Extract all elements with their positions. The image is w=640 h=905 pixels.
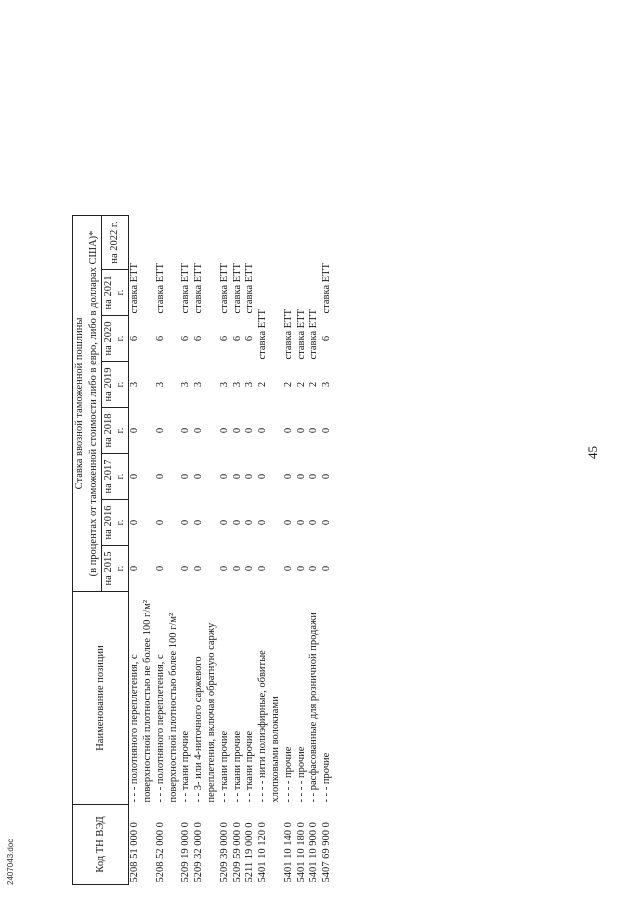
row-rate-ett: ставка ЕТТ [321, 263, 333, 314]
table-row [129, 4, 155, 884]
row-name-text: прочие [295, 746, 307, 778]
row-rate-value: 0 [231, 427, 243, 434]
row-code: 5401 10 120 0 [257, 822, 269, 883]
row-name [232, 592, 245, 805]
row-rate-value: 6 [218, 335, 230, 342]
row-dashes: - - - [129, 786, 141, 803]
header-year: на 2021 г. [102, 270, 129, 316]
row-rate-value: 3 [231, 381, 243, 388]
row-code: 5401 10 180 0 [295, 822, 307, 883]
row-dashes: - - - [321, 786, 333, 803]
row-name-text: 3- или 4-ниточного саржевого переплетения, включая обратную саржу [193, 622, 218, 803]
row-rate-value: 0 [244, 519, 256, 526]
row-rate-value: 0 [295, 519, 307, 526]
row-name [219, 592, 232, 805]
row-code: 5401 10 900 0 [308, 822, 320, 883]
row-rate-ett: ставка ЕТТ [231, 263, 243, 314]
row-rate-value: 0 [257, 565, 269, 572]
row-rate-value: 0 [231, 473, 243, 480]
row-rate-value: 0 [154, 519, 166, 526]
row-rate-value: 0 [308, 427, 320, 434]
row-name [283, 592, 296, 805]
row-rate-value: 0 [218, 519, 230, 526]
row-name [193, 592, 219, 805]
row-rate-value: 0 [231, 519, 243, 526]
table-row [180, 4, 193, 884]
row-rate-value: 0 [218, 473, 230, 480]
row-rate-value: 0 [129, 427, 141, 434]
row-dashes: - - [180, 792, 192, 803]
row-name-text: расфасованные для розничной продажи [308, 612, 320, 791]
row-rate-value: 6 [180, 335, 192, 342]
row-dashes: - - [231, 792, 243, 803]
row-rate-value: 0 [321, 473, 333, 480]
row-rate-ett: ставка ЕТТ [180, 263, 192, 314]
row-rate-ett: ставка ЕТТ [244, 263, 256, 314]
row-rate-value: 6 [154, 335, 166, 342]
row-dashes: - - - - [282, 780, 294, 803]
row-dashes: - - [218, 792, 230, 803]
row-dashes: - - [308, 792, 320, 803]
row-rate-value: 0 [282, 519, 294, 526]
row-name [296, 592, 309, 805]
row-name [308, 592, 321, 805]
row-rate-value: 0 [244, 427, 256, 434]
row-code: 5209 39 000 0 [218, 822, 230, 883]
row-rate-value: 0 [321, 427, 333, 434]
row-code: 5211 19 000 0 [244, 822, 256, 883]
row-rate-value: 6 [129, 335, 141, 342]
row-name-text: полотняного переплетения, с поверхностной плотностью не более 100 г/м² [129, 599, 154, 803]
row-rate-value: 0 [231, 565, 243, 572]
row-rate-value: 0 [321, 519, 333, 526]
row-rate-value: 0 [193, 565, 205, 572]
row-rate-value: 0 [193, 473, 205, 480]
row-rate-value: 0 [257, 473, 269, 480]
header-rate-subtitle: (в процентах от таможенной стоимости либо в евро, либо в долларах США)* [87, 215, 102, 591]
table-row [283, 4, 296, 884]
row-code: 5208 52 000 0 [154, 822, 166, 883]
row-rate-value: 0 [308, 565, 320, 572]
row-rate-value: 2 [295, 381, 307, 388]
row-rate-ett: ставка ЕТТ [129, 263, 141, 314]
row-rate-value: 6 [244, 335, 256, 342]
header-name: Наименование позиции [73, 592, 129, 805]
row-rate-value: 0 [154, 427, 166, 434]
table-body [129, 4, 334, 884]
row-rate-value: 0 [257, 427, 269, 434]
table-row [296, 4, 309, 884]
row-name-text: ткани прочие [180, 730, 192, 791]
row-rate-value: 0 [154, 473, 166, 480]
row-rate-value: 0 [129, 473, 141, 480]
header-rate-title: Ставка ввозной таможенной пошлины [73, 215, 88, 591]
table-row [257, 4, 283, 884]
row-rate-value: 0 [180, 519, 192, 526]
header-year: на 2016 г. [102, 500, 129, 546]
row-dashes: - - [193, 792, 205, 803]
row-rate-value: 0 [321, 565, 333, 572]
row-rate-ett: ставка ЕТТ [154, 263, 166, 314]
row-rate-value: 6 [321, 335, 333, 342]
row-rate-value: 0 [244, 473, 256, 480]
row-rate-value: 6 [193, 335, 205, 342]
header-year: на 2019 г. [102, 362, 129, 408]
row-rate-ett: ставка ЕТТ [193, 263, 205, 314]
header-year: на 2020 г. [102, 316, 129, 362]
row-rate-value: 0 [180, 473, 192, 480]
header-code: Код ТН ВЭД [73, 805, 129, 885]
row-rate-value: 3 [244, 381, 256, 388]
row-rate-value: 3 [154, 381, 166, 388]
row-rate-value: 0 [218, 565, 230, 572]
table-row [155, 4, 181, 884]
row-rate-value: 3 [218, 381, 230, 388]
row-name [321, 592, 334, 805]
row-rate-value: 0 [218, 427, 230, 434]
table-row [219, 4, 232, 884]
row-rate-value: 0 [282, 427, 294, 434]
header-year: на 2022 г. [102, 215, 129, 269]
row-name-text: нити полиэфирные, обвитые хлопковыми волокнами [257, 650, 282, 803]
row-rate-ett: ставка ЕТТ [218, 263, 230, 314]
row-rate-value: 0 [295, 427, 307, 434]
table-row [321, 4, 334, 884]
row-rate-value: 0 [180, 427, 192, 434]
row-rate-value: 0 [129, 565, 141, 572]
row-rate-value: 6 [231, 335, 243, 342]
row-rate-value: 0 [282, 473, 294, 480]
row-rate-value: 0 [257, 519, 269, 526]
row-rate-value: 0 [180, 565, 192, 572]
row-rate-ett: ставка ЕТТ [308, 309, 320, 360]
row-rate-value: 0 [244, 565, 256, 572]
row-name [129, 592, 155, 805]
row-rate-value: 3 [180, 381, 192, 388]
header-year: на 2018 г. [102, 408, 129, 454]
row-code: 5209 59 000 0 [231, 822, 243, 883]
row-rate-value: 3 [321, 381, 333, 388]
row-rate-value: 0 [129, 519, 141, 526]
row-name [155, 592, 181, 805]
table-row [232, 4, 245, 884]
row-name-text: ткани прочие [218, 730, 230, 791]
row-name-text: прочие [321, 752, 333, 785]
row-rate-value: 2 [308, 381, 320, 388]
row-dashes: - - - [154, 786, 166, 803]
row-code: 5209 19 000 0 [180, 822, 192, 883]
row-rate-value: 0 [154, 565, 166, 572]
header-year: на 2017 г. [102, 454, 129, 500]
row-name [180, 592, 193, 805]
row-rate-ett: ставка ЕТТ [257, 309, 269, 360]
row-name-text: полотняного переплетения, с поверхностной плотностью более 100 г/м² [154, 612, 179, 803]
row-rate-value: 0 [295, 565, 307, 572]
row-code: 5401 10 140 0 [282, 822, 294, 883]
row-dashes: - - [244, 792, 256, 803]
row-name-text: ткани прочие [244, 730, 256, 791]
row-code: 5209 32 000 0 [193, 822, 205, 883]
row-rate-ett: ставка ЕТТ [295, 309, 307, 360]
table-row [308, 4, 321, 884]
row-rate-value: 2 [282, 381, 294, 388]
row-code: 5208 51 000 0 [129, 822, 141, 883]
row-rate-ett: ставка ЕТТ [282, 309, 294, 360]
row-rate-value: 0 [282, 565, 294, 572]
row-rate-value: 3 [193, 381, 205, 388]
row-name [244, 592, 257, 805]
row-rate-value: 3 [129, 381, 141, 388]
row-rate-value: 0 [193, 427, 205, 434]
row-code: 5407 69 900 0 [321, 822, 333, 883]
row-rate-value: 0 [308, 519, 320, 526]
row-rate-value: 0 [193, 519, 205, 526]
row-dashes: - - - - [295, 780, 307, 803]
row-name-text: ткани прочие [231, 730, 243, 791]
table-row [244, 4, 257, 884]
header-year: на 2015 г. [102, 546, 129, 592]
row-name [257, 592, 283, 805]
tariff-table [72, 4, 334, 885]
page-number: 45 [585, 446, 600, 459]
row-name-text: прочие [282, 746, 294, 778]
row-rate-value: 2 [257, 381, 269, 388]
table-row [193, 4, 219, 884]
row-rate-value: 0 [295, 473, 307, 480]
footer-filename: 2407043.doc [6, 838, 15, 885]
row-dashes: - - - - [257, 780, 269, 803]
row-rate-value: 0 [308, 473, 320, 480]
